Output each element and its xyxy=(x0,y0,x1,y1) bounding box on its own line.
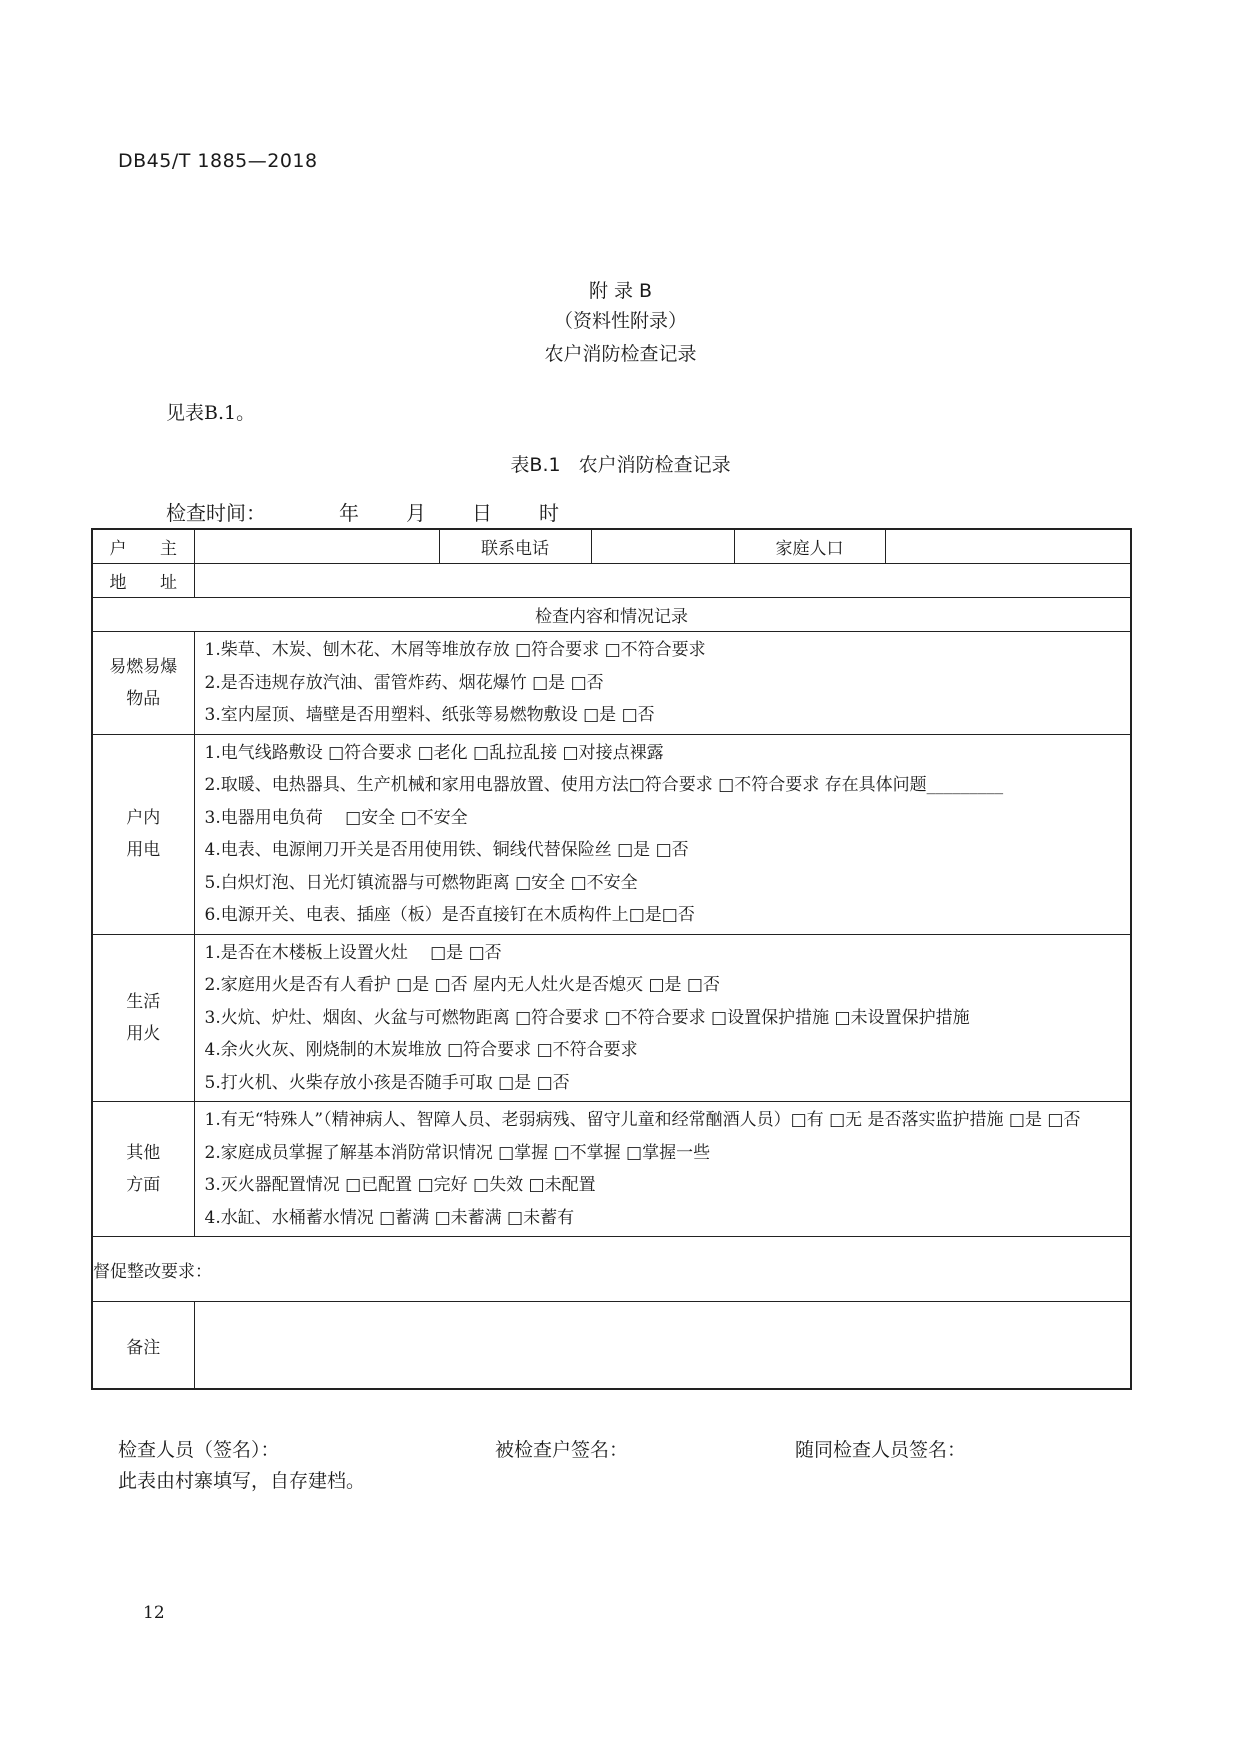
check-item[interactable]: 2.取暖、电热器具、生产机械和家用电器放置、使用方法□符合要求 □不符合要求 存在具体问题_________ xyxy=(204,775,1004,795)
household-signature-label: 被检查户签名： xyxy=(495,1439,629,1461)
category-row-other xyxy=(92,1102,1131,1237)
accompanying-signature-label: 随同检查人员签名： xyxy=(795,1439,967,1461)
check-item[interactable]: 3.火炕、炉灶、烟囱、火盆与可燃物距离 □符合要求 □不符合要求 □设置保护措施 □未设置保护措施 xyxy=(204,1007,970,1028)
appendix-label: 附 录 B xyxy=(588,280,653,302)
rectification-row xyxy=(92,1237,1131,1302)
table-title: 农户消防检查记录 xyxy=(578,454,731,476)
category-row-electricity xyxy=(92,734,1131,934)
category-row-fire-use xyxy=(92,934,1131,1102)
population-label: 家庭人口 xyxy=(734,529,885,564)
category-label-line: 其他 xyxy=(126,1143,161,1163)
category-label-line: 方面 xyxy=(126,1175,161,1195)
category-label-line: 用火 xyxy=(126,1023,161,1044)
check-item[interactable]: 3.电器用电负荷 □安全 □不安全 xyxy=(204,807,468,828)
category-row-flammables xyxy=(92,632,1131,735)
table-caption xyxy=(0,450,1241,477)
phone-value-cell[interactable] xyxy=(591,529,734,564)
population-value-cell[interactable] xyxy=(885,529,1131,564)
category-label-line: 户内 xyxy=(126,808,161,828)
owner-row xyxy=(92,529,1131,564)
month-label: 月 xyxy=(406,501,426,525)
check-item[interactable]: 4.水缸、水桶蓄水情况 □蓄满 □未蓄满 □未蓄有 xyxy=(204,1207,575,1228)
category-items xyxy=(194,734,1131,934)
year-label: 年 xyxy=(339,501,359,525)
inspect-time-label: 检查时间： xyxy=(166,501,266,525)
check-item[interactable]: 1.柴草、木炭、刨木花、木屑等堆放存放 □符合要求 □不符合要求 xyxy=(204,640,706,660)
section-header: 检查内容和情况记录 xyxy=(92,598,1131,632)
check-item[interactable]: 1.有无“特殊人”（精神病人、智障人员、老弱病残、留守儿童和经常酗酒人员）□有 □无 是否落实监护措施 □是 □否 xyxy=(204,1110,1081,1130)
category-label xyxy=(92,934,194,1102)
page-number: 12 xyxy=(143,1603,165,1623)
notes-value-cell[interactable] xyxy=(194,1302,1131,1390)
inspection-record-table xyxy=(91,528,1132,1390)
check-item[interactable]: 5.白炽灯泡、日光灯镇流器与可燃物距离 □安全 □不安全 xyxy=(204,872,638,893)
category-label xyxy=(92,734,194,934)
rectification-cell[interactable]: 督促整改要求： xyxy=(92,1237,1131,1302)
owner-value-cell[interactable] xyxy=(194,529,439,564)
category-label-line: 易燃易爆 xyxy=(109,656,178,677)
category-items xyxy=(194,632,1131,735)
check-item[interactable]: 2.是否违规存放汽油、雷管炸药、烟花爆竹 □是 □否 xyxy=(204,672,604,693)
category-label xyxy=(92,1102,194,1237)
phone-label: 联系电话 xyxy=(439,529,591,564)
category-label-line: 用电 xyxy=(126,840,161,860)
check-item[interactable]: 3.室内屋顶、墙壁是否用塑料、纸张等易燃物敷设 □是 □否 xyxy=(204,705,655,725)
appendix-type: （资料性附录） xyxy=(553,310,687,332)
check-item[interactable]: 2.家庭成员掌握了解基本消防常识情况 □掌握 □不掌握 □掌握一些 xyxy=(204,1142,711,1163)
table-number: 表B.1 xyxy=(510,454,561,476)
intro-text: 见表B.1。 xyxy=(166,402,256,424)
owner-label: 户 主 xyxy=(92,529,194,564)
check-item[interactable]: 4.电表、电源闸刀开关是否用使用铁、铜线代替保险丝 □是 □否 xyxy=(204,840,689,860)
address-row xyxy=(92,564,1131,598)
section-header-row xyxy=(92,598,1131,632)
notes-label: 备注 xyxy=(92,1302,194,1390)
category-items xyxy=(194,1102,1131,1237)
check-item[interactable]: 1.是否在木楼板上设置火灶 □是 □否 xyxy=(204,942,502,963)
check-item[interactable]: 5.打火机、火柴存放小孩是否随手可取 □是 □否 xyxy=(204,1072,570,1093)
check-item[interactable]: 4.余火火灰、刚烧制的木炭堆放 □符合要求 □不符合要求 xyxy=(204,1040,638,1060)
check-item[interactable]: 1.电气线路敷设 □符合要求 □老化 □乱拉乱接 □对接点裸露 xyxy=(204,742,664,763)
standard-code: DB45/T 1885—2018 xyxy=(118,150,318,172)
check-item[interactable]: 3.灭火器配置情况 □已配置 □完好 □失效 □未配置 xyxy=(204,1175,596,1195)
address-label: 地 址 xyxy=(92,564,194,598)
check-item[interactable]: 6.电源开关、电表、插座（板）是否直接钉在木质构件上□是□否 xyxy=(204,905,695,925)
category-label-line: 生活 xyxy=(126,991,161,1012)
address-value-cell[interactable] xyxy=(194,564,1131,598)
notes-row xyxy=(92,1302,1131,1390)
hour-label: 时 xyxy=(539,501,559,525)
inspector-signature-label: 检查人员（签名）： xyxy=(118,1439,280,1461)
category-label-line: 物品 xyxy=(126,688,161,709)
category-items xyxy=(194,934,1131,1102)
category-label xyxy=(92,632,194,735)
appendix-title: 农户消防检查记录 xyxy=(544,343,697,365)
day-label: 日 xyxy=(472,501,492,525)
footnote: 此表由村寨填写，自存建档。 xyxy=(118,1470,366,1492)
check-item[interactable]: 2.家庭用火是否有人看护 □是 □否 屋内无人灶火是否熄灭 □是 □否 xyxy=(204,975,720,995)
